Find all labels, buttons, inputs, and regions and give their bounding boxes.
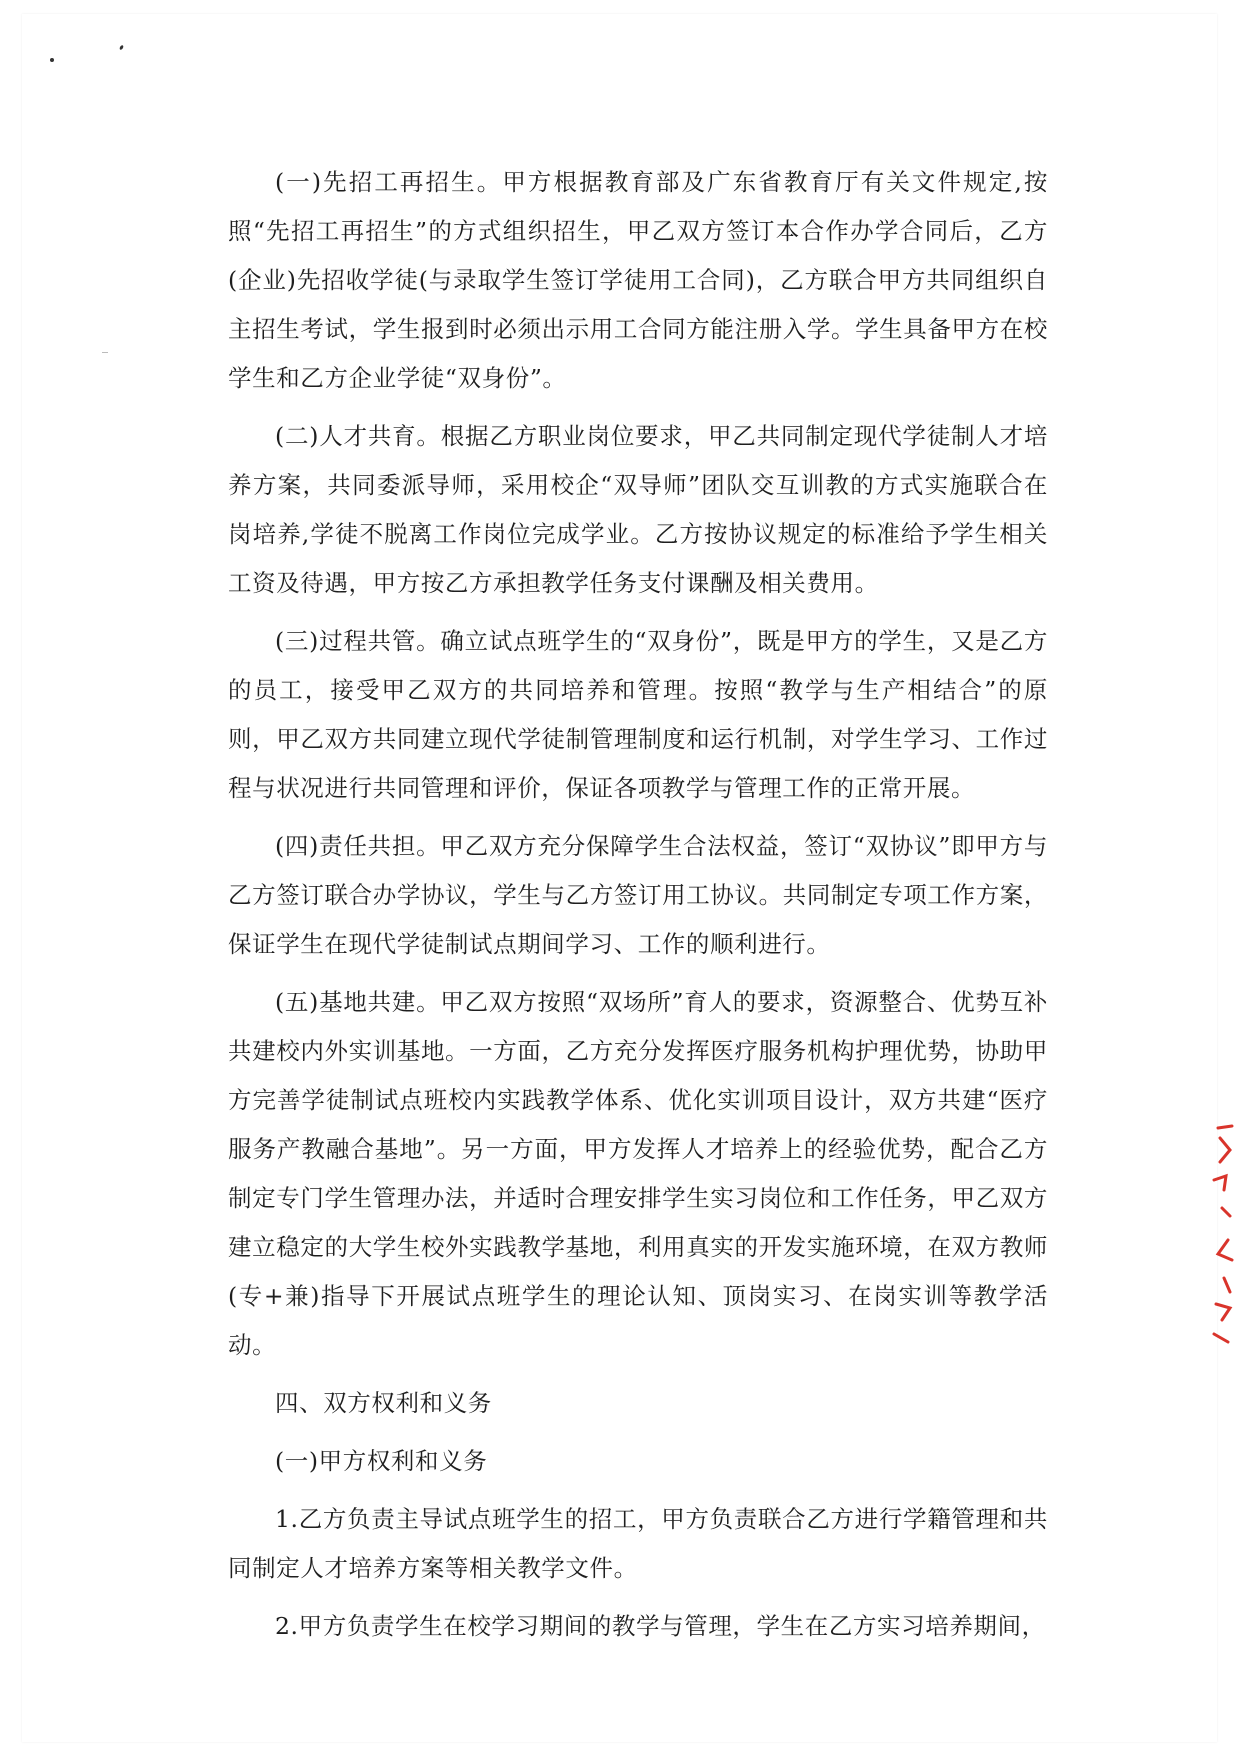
paragraph: (一)先招工再招生。甲方根据教育部及广东省教育厅有关文件规定,按照“先招工再招生”的方式组织招生，甲乙双方签订本合作办学合同后，乙方(企业)先招收学徒(与录取学生签订学徒用工合同)，乙方联合甲方共同组织自主招生考试，学生报到时必须出示用工合同方能注册入学。学生具备甲方在校学生和乙方企业学徒“双身份”。: [228, 168, 1048, 392]
paragraph: 2.甲方负责学生在校学习期间的教学与管理，学生在乙方实习培养期间，: [275, 1612, 1046, 1640]
paragraph: (三)过程共管。确立试点班学生的“双身份”，既是甲方的学生，又是乙方的员工，接受甲乙双方的共同培养和管理。按照“教学与生产相结合”的原则，甲乙双方共同建立现代学徒制管理制度和运行机制，对学生学习、工作过程与状况进行共同管理和评价，保证各项教学与管理工作的正常开展。: [228, 627, 1048, 802]
section-heading: 四、双方权利和义务: [275, 1389, 492, 1417]
document-body: [228, 158, 1048, 1660]
paragraph: (五)基地共建。甲乙双方按照“双场所”育人的要求，资源整合、优势互补共建校内外实训基地。一方面，乙方充分发挥医疗服务机构护理优势，协助甲方完善学徒制试点班校内实践教学体系、优化实训项目设计，双方共建“医疗服务产教融合基地”。另一方面，甲方发挥人才培养上的经验优势，配合乙方制定专门学生管理办法，并适时合理安排学生实习岗位和工作任务，甲乙双方建立稳定的大学生校外实践教学基地，利用真实的开发实施环境，在双方教师(专+兼)指导下开展试点班学生的理论认知、顶岗实习、在岗实训等教学活动。: [228, 988, 1048, 1359]
seal-stamp-fragment: [1206, 1120, 1236, 1360]
paragraph: (四)责任共担。甲乙双方充分保障学生合法权益，签订“双协议”即甲方与乙方签订联合办学协议，学生与乙方签订用工协议。共同制定专项工作方案，保证学生在现代学徒制试点期间学习、工作的顺利进行。: [228, 832, 1048, 958]
paragraph: (二)人才共育。根据乙方职业岗位要求，甲乙共同制定现代学徒制人才培养方案，共同委派导师，采用校企“双导师”团队交互训教的方式实施联合在岗培养,学徒不脱离工作岗位完成学业。乙方按协议规定的标准给予学生相关工资及待遇，甲方按乙方承担教学任务支付课酬及相关费用。: [228, 422, 1048, 597]
subsection-heading: (一)甲方权利和义务: [275, 1447, 488, 1475]
scan-speck: [102, 352, 108, 353]
paragraph: 1.乙方负责主导试点班学生的招工，甲方负责联合乙方进行学籍管理和共同制定人才培养方案等相关教学文件。: [228, 1505, 1048, 1582]
scan-speck: [50, 58, 54, 62]
